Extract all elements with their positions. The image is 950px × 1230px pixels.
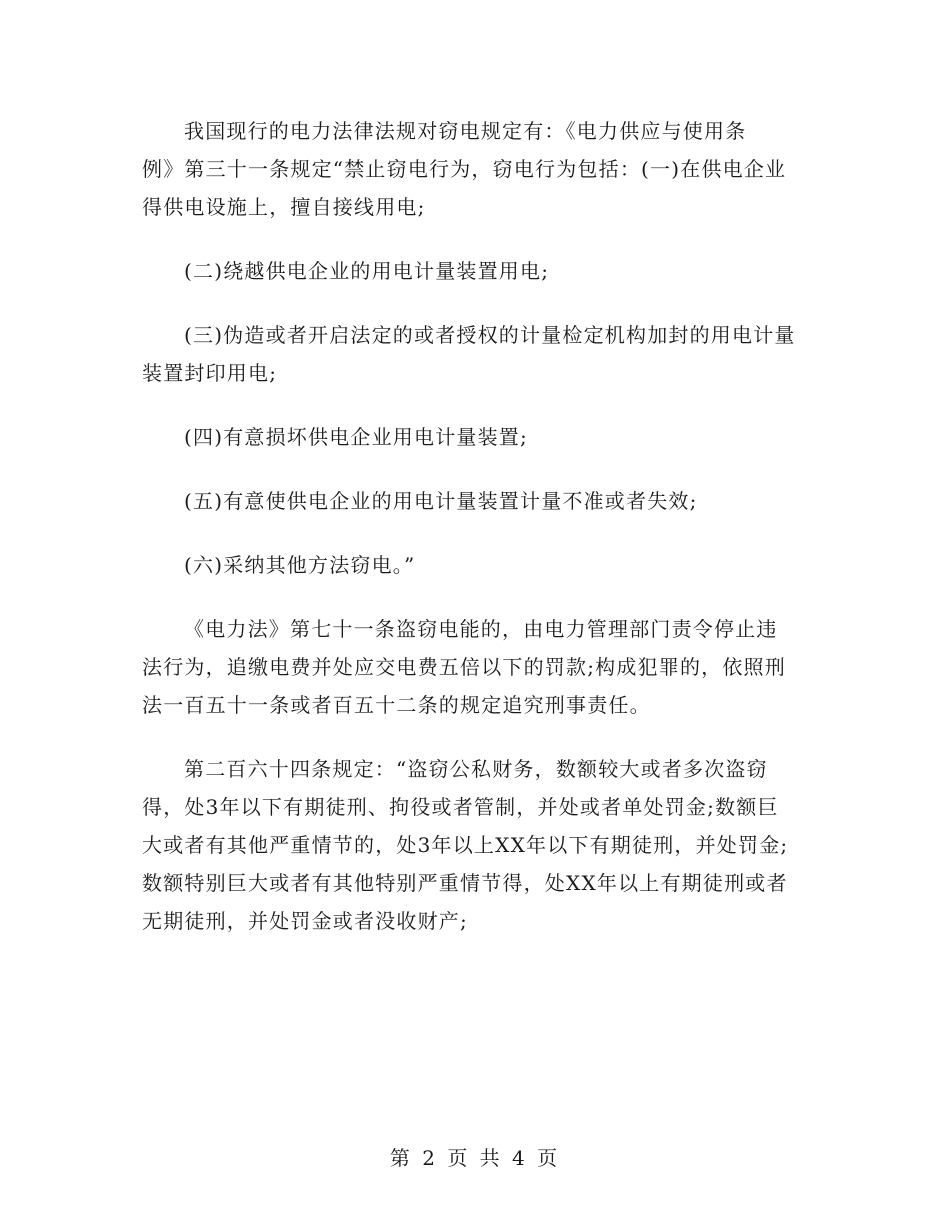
text-line: 得，处3年以下有期徒刑、拘役或者管制，并处或者单处罚金;数额巨: [142, 795, 779, 819]
text-line: (六)采纳其他方法窃电。”: [184, 553, 416, 577]
text-line: (四)有意损坏供电企业用电计量装置;: [184, 425, 528, 449]
text-line: 《电力法》第七十一条盗窃电能的，由电力管理部门责令停止违: [184, 617, 778, 641]
text-line: (三)伪造或者开启法定的或者授权的计量检定机构加封的用电计量: [184, 323, 796, 347]
paragraph-item-6: [142, 546, 808, 584]
text-line: 法行为，追缴电费并处应交电费五倍以下的罚款;构成犯罪的，依照刑: [142, 655, 786, 679]
paragraph-item-5: [142, 482, 808, 520]
page-number-footer: 第 2 页 共 4 页: [389, 1146, 561, 1170]
text-line: 无期徒刑，并处罚金或者没收财产;: [142, 909, 468, 933]
paragraph-power-regulations: [142, 112, 808, 226]
text-line: 法一百五十一条或者百五十二条的规定追究刑事责任。: [142, 693, 651, 717]
text-line: 装置封印用电;: [142, 361, 278, 385]
text-line: 例》第三十一条规定“禁止窃电行为，窃电行为包括：(一)在供电企业: [142, 157, 787, 181]
text-line: 我国现行的电力法律法规对窃电规定有：《电力供应与使用条: [184, 119, 747, 143]
paragraph-item-2: [142, 252, 808, 290]
paragraph-electricity-law: [142, 610, 808, 724]
text-line: (二)绕越供电企业的用电计量装置用电;: [184, 259, 550, 283]
text-line: 数额特别巨大或者有其他特别严重情节得，处XX年以上有期徒刑或者: [142, 871, 788, 895]
paragraph-item-3: [142, 316, 808, 392]
paragraph-item-4: [142, 418, 808, 456]
text-line: 第二百六十四条规定：“盗窃公私财务，数额较大或者多次盗窃: [184, 757, 768, 781]
document-body: [142, 112, 808, 940]
text-line: 得供电设施上，擅自接线用电;: [142, 195, 426, 219]
paragraph-article-264: [142, 750, 808, 940]
text-line: (五)有意使供电企业的用电计量装置计量不准或者失效;: [184, 489, 698, 513]
text-line: 大或者有其他严重情节的，处3年以上XX年以下有期徒刑，并处罚金;: [142, 833, 789, 857]
